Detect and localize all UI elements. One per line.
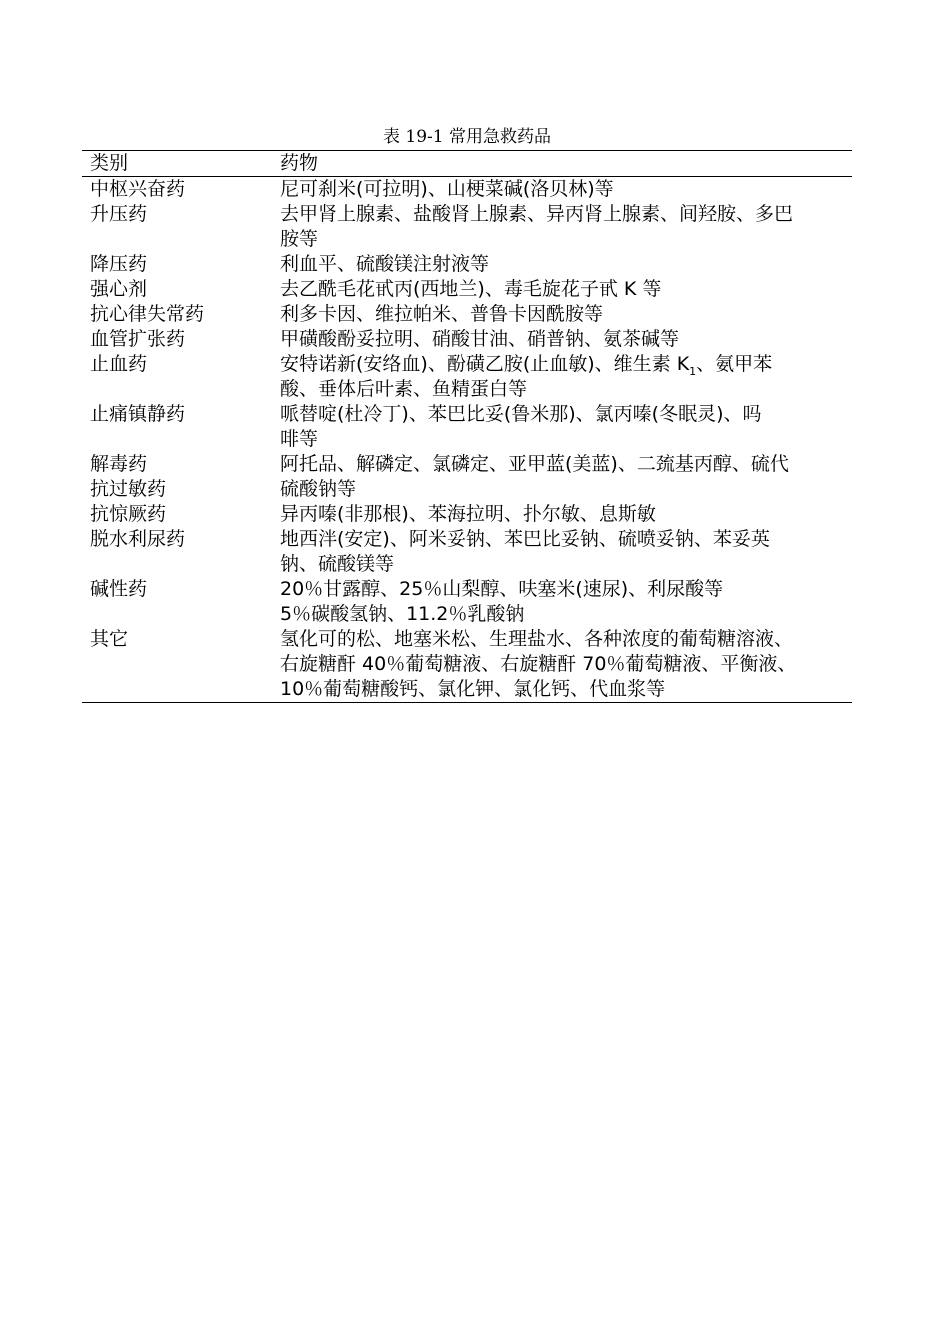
drug-line: 右旋糖酐 40％葡萄糖液、右旋糖酐 70％葡萄糖液、平衡液、 <box>280 653 797 675</box>
table-row <box>82 302 852 327</box>
drug-line: 异丙嗪(非那根)、苯海拉明、扑尔敏、息斯敏 <box>280 503 656 525</box>
drug-line: 去乙酰毛花甙丙(西地兰)、毒毛旋花子甙 K 等 <box>280 278 662 300</box>
drug-line: 10％葡萄糖酸钙、氯化钾、氯化钙、代血浆等 <box>280 678 666 700</box>
row-category: 抗心律失常药 <box>90 303 205 325</box>
table-caption: 表 19-1 常用急救药品 <box>383 127 551 147</box>
row-drugs <box>280 277 852 302</box>
row-category: 降压药 <box>90 253 148 275</box>
table-row <box>82 352 852 402</box>
table-row <box>82 627 852 703</box>
drug-line: 哌替啶(杜冷丁)、苯巴比妥(鲁米那)、氯丙嗪(冬眠灵)、吗 <box>280 403 762 425</box>
row-drugs <box>280 527 852 577</box>
drug-line: 酸、垂体后叶素、鱼精蛋白等 <box>280 378 528 400</box>
header-drugs: 药物 <box>280 151 852 177</box>
row-category: 解毒药 抗过敏药 <box>90 453 167 500</box>
row-category: 脱水利尿药 <box>90 528 186 550</box>
table-row <box>82 577 852 627</box>
drug-line: 利多卡因、维拉帕米、普鲁卡因酰胺等 <box>280 303 604 325</box>
row-category: 止痛镇静药 <box>90 403 186 425</box>
row-category: 抗惊厥药 <box>90 503 167 525</box>
row-category: 碱性药 <box>90 578 148 600</box>
drug-line: 甲磺酸酚妥拉明、硝酸甘油、硝普钠、氨茶碱等 <box>280 328 680 350</box>
table-body <box>82 177 852 703</box>
drug-line: 尼可刹米(可拉明)、山梗菜碱(洛贝林)等 <box>280 178 614 200</box>
row-category: 血管扩张药 <box>90 328 186 350</box>
subscript: 1 <box>689 364 697 378</box>
row-drugs <box>280 252 852 277</box>
drug-line: 氢化可的松、地塞米松、生理盐水、各种浓度的葡萄糖溶液、 <box>280 628 794 650</box>
table-row <box>82 177 852 203</box>
drug-line: 地西泮(安定)、阿米妥钠、苯巴比妥钠、硫喷妥钠、苯妥英 <box>280 528 770 550</box>
table-row <box>82 527 852 577</box>
row-drugs <box>280 302 852 327</box>
row-drugs <box>280 402 852 452</box>
row-drugs <box>280 352 852 402</box>
drug-line: 去甲肾上腺素、盐酸肾上腺素、异丙肾上腺素、间羟胺、多巴 <box>280 203 794 225</box>
row-drugs <box>280 452 852 502</box>
row-category: 强心剂 <box>90 278 148 300</box>
table-row <box>82 452 852 502</box>
row-drugs <box>280 177 852 203</box>
row-drugs <box>280 627 852 703</box>
drug-line: 20％甘露醇、25％山梨醇、呋塞米(速尿)、利尿酸等 <box>280 578 724 600</box>
drug-line: 利血平、硫酸镁注射液等 <box>280 253 490 275</box>
table-header-row <box>82 151 852 177</box>
drug-line: 阿托品、解磷定、氯磷定、亚甲蓝(美蓝)、二巯基丙醇、硫代 <box>280 453 789 475</box>
row-category: 升压药 <box>90 203 148 225</box>
emergency-drug-table <box>82 150 852 703</box>
table-row <box>82 277 852 302</box>
drug-line: 啡等 <box>280 428 319 450</box>
row-drugs <box>280 202 852 252</box>
table-row <box>82 252 852 277</box>
drug-text: 、氨甲苯 <box>696 353 773 375</box>
drug-text: 安特诺新(安络血)、酚磺乙胺(止血敏)、维生素 K <box>280 353 690 375</box>
drug-line: 钠、硫酸镁等 <box>280 553 395 575</box>
header-category: 类别 <box>82 151 280 177</box>
row-drugs <box>280 327 852 352</box>
drug-line: 硫酸钠等 <box>280 478 357 500</box>
row-drugs <box>280 577 852 627</box>
drug-line: 胺等 <box>280 228 319 250</box>
table-row <box>82 502 852 527</box>
row-category: 其它 <box>82 627 280 703</box>
row-category: 止血药 <box>90 353 148 375</box>
table-row <box>82 402 852 452</box>
drug-line: 5％碳酸氢钠、11.2％乳酸钠 <box>280 603 525 625</box>
row-category: 中枢兴奋药 <box>90 178 186 200</box>
row-drugs <box>280 502 852 527</box>
drug-line <box>280 352 846 377</box>
table-row <box>82 327 852 352</box>
table-row <box>82 202 852 252</box>
